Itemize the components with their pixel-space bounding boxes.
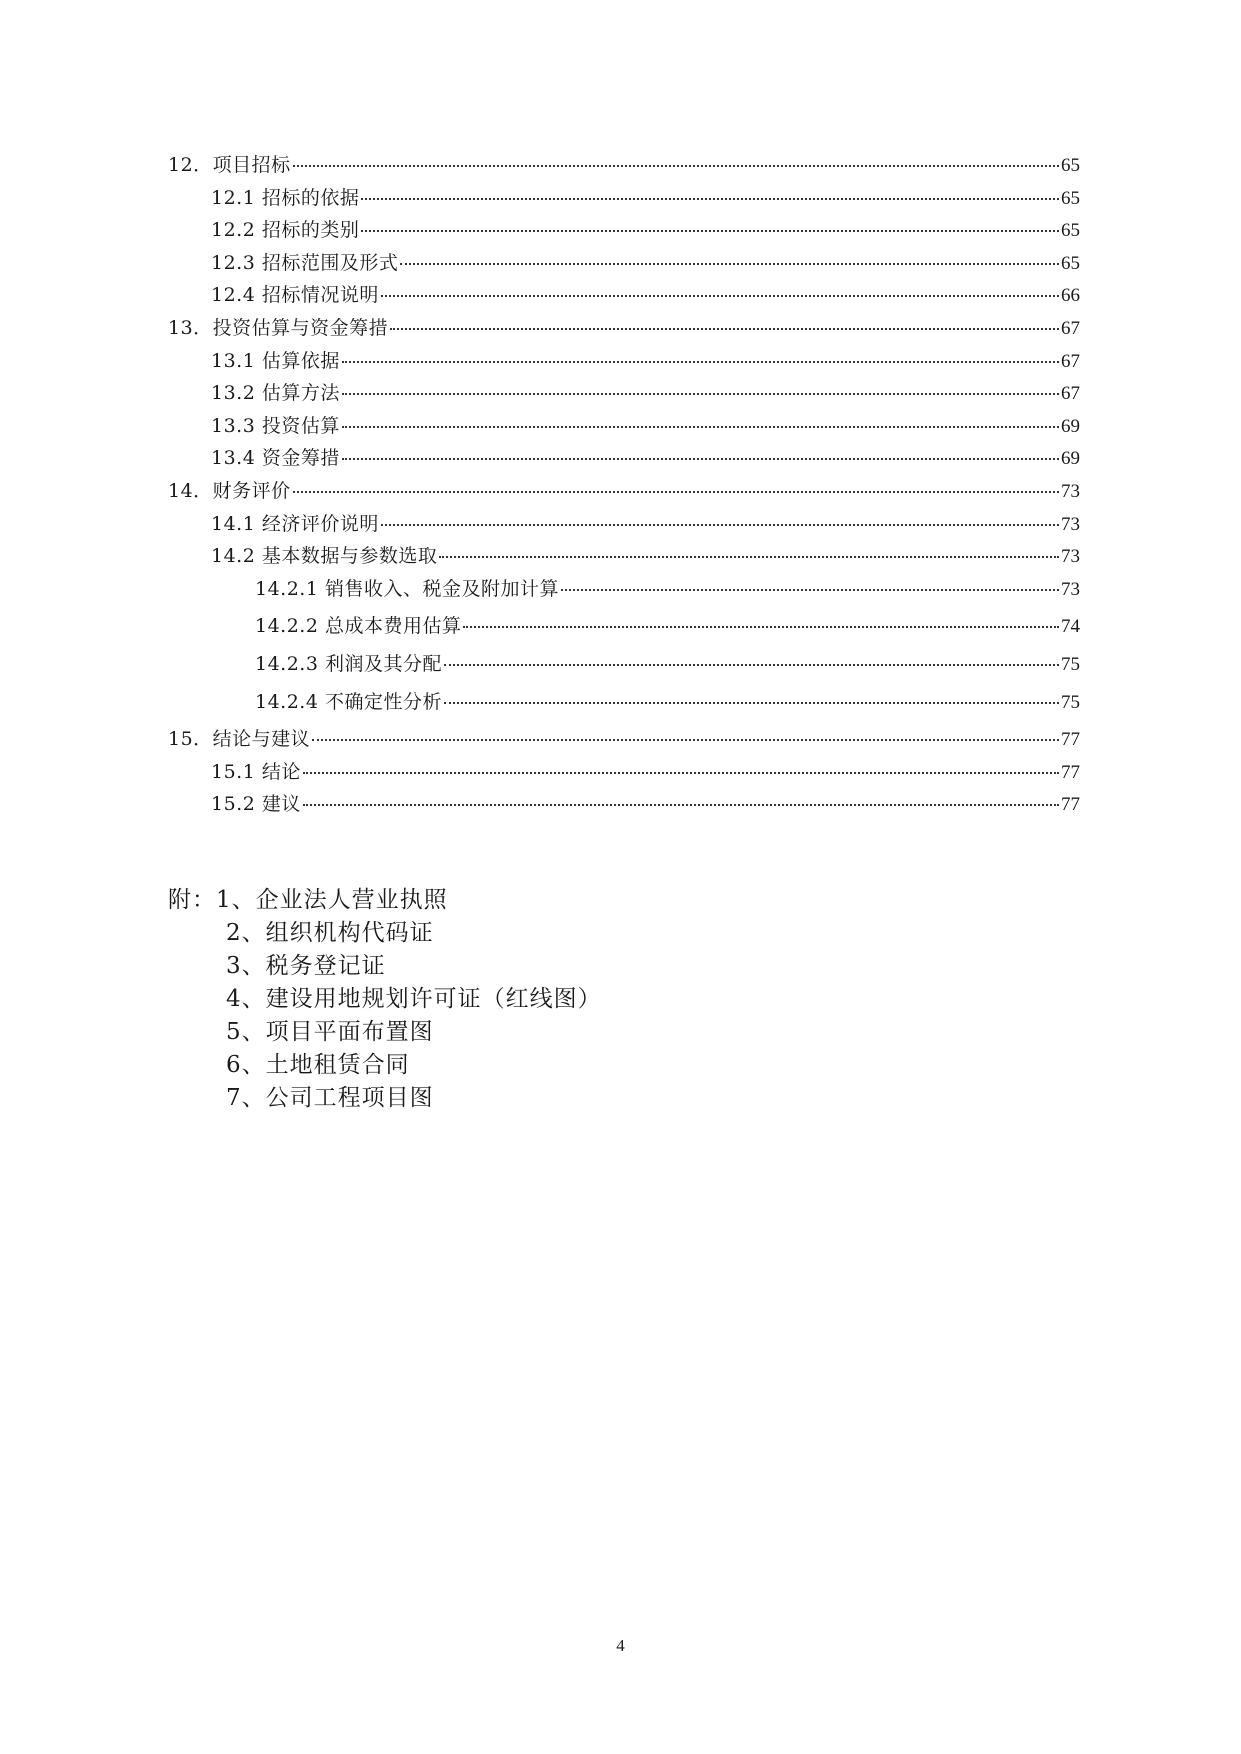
appendix-prefix: 附： (168, 887, 216, 913)
appendix-item (168, 1082, 602, 1115)
toc-entry[interactable] (168, 248, 1080, 281)
toc-entry-page: 73 (1061, 480, 1080, 502)
toc-entry-label: 13．投资估算与资金筹措 (168, 316, 389, 339)
toc-entry-label: 14．财务评价 (168, 479, 291, 502)
toc-entry-page: 77 (1061, 794, 1080, 816)
toc-leader-dots (342, 458, 1059, 460)
toc-leader-dots (293, 491, 1059, 493)
toc-leader-dots (342, 393, 1059, 395)
toc-entry-label: 14.2 基本数据与参数选取 (211, 545, 438, 568)
toc-leader-dots (342, 361, 1059, 363)
toc-leader-dots (361, 198, 1059, 200)
toc-entry-label: 12.3 招标范围及形式 (211, 251, 399, 274)
toc-entry-page: 77 (1061, 761, 1080, 783)
toc-entry-label: 12．项目招标 (168, 154, 291, 176)
toc-entry-page: 75 (1061, 653, 1080, 675)
toc-leader-dots (444, 702, 1059, 704)
toc-entry[interactable] (168, 150, 1080, 183)
toc-entry[interactable] (168, 346, 1080, 379)
toc-entry[interactable] (168, 476, 1080, 509)
appendix-item (168, 884, 602, 917)
page-number: 4 (616, 1636, 625, 1655)
toc-entry[interactable] (168, 313, 1080, 346)
toc-leader-dots (312, 739, 1059, 741)
toc-leader-dots (463, 626, 1059, 628)
toc-leader-dots (303, 772, 1059, 774)
toc-entry[interactable] (168, 649, 1080, 687)
toc-entry-label: 13.2 估算方法 (211, 382, 340, 405)
toc-entry[interactable] (168, 443, 1080, 476)
appendix-item-label: 6、土地租赁合同 (226, 1052, 410, 1078)
appendix-item-label: 5、项目平面布置图 (226, 1019, 434, 1045)
toc-entry[interactable] (168, 509, 1080, 542)
appendix-item-label: 4、建设用地规划许可证（红线图） (226, 986, 602, 1012)
toc-entry-page: 74 (1061, 616, 1080, 638)
toc-entry-label: 12.4 招标情况说明 (211, 284, 379, 307)
toc-entry-page: 77 (1061, 729, 1080, 751)
toc-entry[interactable] (168, 724, 1080, 757)
toc-entry-label: 15.1 结论 (211, 760, 301, 783)
toc-entry-label: 13.3 投资估算 (211, 414, 340, 437)
appendix-item (168, 1049, 602, 1082)
toc-entry-label: 15．结论与建议 (168, 728, 311, 751)
appendix-item-label: 2、组织机构代码证 (226, 920, 434, 946)
toc-entry-label: 14.2.2 总成本费用估算 (255, 615, 462, 638)
toc-entry-page: 65 (1061, 187, 1080, 209)
toc-entry-label: 13.4 资金筹措 (211, 447, 340, 470)
toc-entry-page: 67 (1061, 350, 1080, 372)
toc-entry[interactable] (168, 789, 1080, 822)
toc-entry[interactable] (168, 687, 1080, 725)
toc-entry-page: 73 (1061, 513, 1080, 535)
toc-leader-dots (381, 295, 1059, 297)
toc-leader-dots (361, 230, 1059, 232)
toc-entry-page: 73 (1061, 578, 1080, 600)
toc-entry[interactable] (168, 757, 1080, 790)
toc-entry[interactable] (168, 378, 1080, 411)
toc-entry-page: 66 (1061, 285, 1080, 307)
toc-leader-dots (342, 426, 1059, 428)
toc-entry[interactable] (168, 611, 1080, 649)
toc-entry[interactable] (168, 541, 1080, 574)
toc-entry-page: 67 (1061, 383, 1080, 405)
toc-entry-label: 15.2 建议 (211, 793, 301, 816)
toc-entry[interactable] (168, 183, 1080, 216)
toc-entry-label: 14.2.3 利润及其分配 (255, 652, 442, 675)
toc-entry-label: 14.2.4 不确定性分析 (255, 690, 442, 713)
appendix-item (168, 983, 602, 1016)
appendix-item-label: 1、企业法人营业执照 (216, 887, 448, 913)
toc-entry[interactable] (168, 215, 1080, 248)
toc-entry-label: 14.1 经济评价说明 (211, 512, 379, 535)
toc-entry-page: 67 (1061, 317, 1080, 339)
toc-leader-dots (303, 804, 1059, 806)
appendix-item-label: 3、税务登记证 (226, 953, 386, 979)
toc-entry-page: 65 (1061, 252, 1080, 274)
toc-entry-page: 69 (1061, 448, 1080, 470)
toc-entry-page: 73 (1061, 546, 1080, 568)
toc-entry-page: 69 (1061, 415, 1080, 437)
appendix-item (168, 1016, 602, 1049)
toc-entry-label: 12.1 招标的依据 (211, 186, 360, 209)
appendix-item (168, 917, 602, 950)
toc-entry-page: 65 (1061, 155, 1080, 176)
toc-entry[interactable] (168, 280, 1080, 313)
toc-leader-dots (390, 328, 1059, 330)
toc-entry-label: 12.2 招标的类别 (211, 219, 360, 242)
toc-leader-dots (381, 524, 1059, 526)
toc-leader-dots (400, 263, 1059, 265)
toc-leader-dots (561, 589, 1059, 591)
appendix-item (168, 950, 602, 983)
appendix-list (168, 884, 602, 1115)
toc-leader-dots (439, 556, 1059, 558)
toc-entry[interactable] (168, 411, 1080, 444)
table-of-contents (168, 150, 1080, 822)
toc-entry-label: 13.1 估算依据 (211, 349, 340, 372)
toc-entry[interactable] (168, 574, 1080, 612)
toc-leader-dots (293, 165, 1059, 167)
appendix-item-label: 7、公司工程项目图 (226, 1085, 434, 1111)
toc-entry-page: 75 (1061, 691, 1080, 713)
toc-leader-dots (444, 664, 1059, 666)
toc-entry-page: 65 (1061, 220, 1080, 242)
toc-entry-label: 14.2.1 销售收入、税金及附加计算 (255, 577, 559, 600)
